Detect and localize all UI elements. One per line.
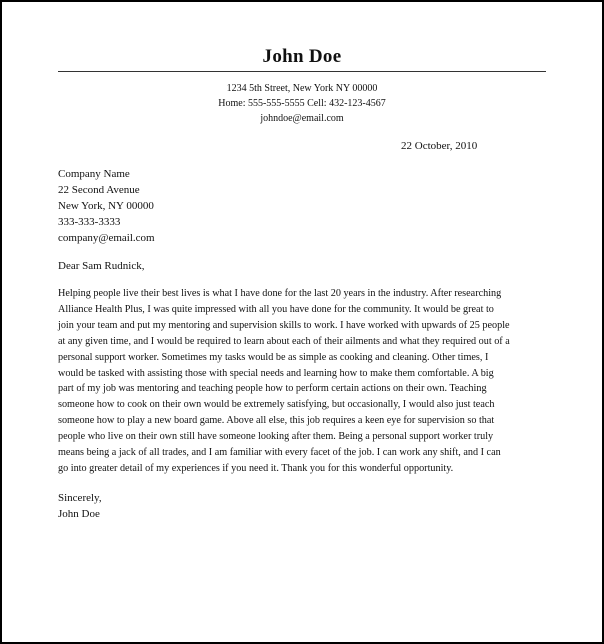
signature-name: John Doe	[58, 508, 100, 520]
sender-name: John Doe	[262, 46, 342, 67]
header-divider	[58, 71, 546, 72]
body-line: personal support worker. Sometimes my tasks would be as simple as cooking and cleaning. Other times, I	[58, 351, 489, 363]
recipient-email: company@email.com	[58, 232, 155, 244]
closing-block	[58, 490, 102, 522]
valediction: Sincerely,	[58, 492, 102, 504]
body-line: people who live on their own still have someone looking after them. Being a personal support worker truly	[58, 431, 494, 443]
sender-email: johndoe@email.com	[260, 113, 344, 124]
body-line: someone how to play a new board game. Above all else, this job requires a keen eye for supervision so that	[58, 415, 495, 427]
body-line: Helping people live their best lives is what I have done for the last 20 years in the industry. After researching	[58, 288, 502, 299]
body-line: would be tasked with assisting those with special needs and learning how to make them comfortable. A big	[58, 367, 494, 379]
letter-date: 22 October, 2010	[401, 140, 478, 152]
body-line: Alliance Health Plus, I was quite impressed with all you have done for the community. It would be great to	[58, 303, 494, 315]
recipient-company: Company Name	[58, 168, 130, 180]
body-line: join your team and put my mentoring and supervision skills to work. I have worked with upwards of 25 people	[58, 319, 510, 331]
sender-phones: Home: 555-555-5555 Cell: 432-123-4567	[218, 98, 386, 109]
body-line: part of my job was mentoring and teaching people how to perform certain actions on their own. Teaching	[58, 383, 487, 395]
recipient-block	[58, 166, 155, 246]
sender-contact	[2, 81, 602, 126]
letter-body	[58, 286, 548, 477]
body-line: means being a jack of all trades, and I am familiar with every facet of the job. I can work any shift, and I can	[58, 447, 501, 459]
body-line: go into greater detail of my experiences if you need it. Thank you for this wonderful opportunity.	[58, 462, 454, 474]
sender-address: 1234 5th Street, New York NY 00000	[226, 83, 378, 94]
salutation: Dear Sam Rudnick,	[58, 260, 145, 272]
recipient-city: New York, NY 00000	[58, 200, 154, 212]
body-line: someone how to cook on their own would be extremely satisfying, but occasionally, I would also just teach	[58, 399, 495, 411]
recipient-phone: 333-333-3333	[58, 216, 121, 228]
recipient-street: 22 Second Avenue	[58, 184, 140, 196]
body-line: at any given time, and I would be required to learn about each of their ailments and what they required out of a	[58, 335, 510, 347]
